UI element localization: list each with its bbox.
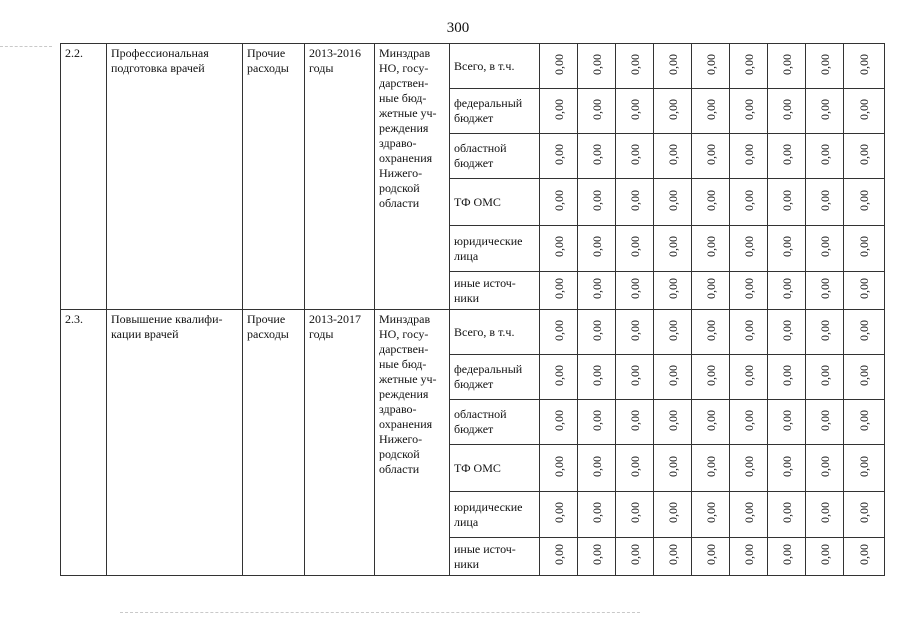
executor: Минздрав НО, госу- дарствен- ные бюд- жетные уч- реждения здраво- охранения Нижего- родской области <box>379 46 437 210</box>
amount-cell <box>844 492 885 538</box>
amount-cell <box>654 179 692 226</box>
funding-source-label: ТФ ОМС <box>454 194 501 209</box>
amount-cell <box>730 400 768 445</box>
amount-cell <box>692 44 730 89</box>
amount-value: 0,00 <box>703 319 718 341</box>
funding-table <box>60 43 885 576</box>
period: 2013-2016 годы <box>309 46 361 75</box>
amount-cell <box>730 538 768 576</box>
amount-cell <box>844 89 885 134</box>
amount-cell <box>730 492 768 538</box>
expense-type: Прочие расходы <box>247 312 289 341</box>
amount-cell <box>692 89 730 134</box>
amount-cell <box>730 179 768 226</box>
amount-value: 0,00 <box>703 455 718 477</box>
funding-source-cell <box>450 355 540 400</box>
amount-value: 0,00 <box>857 502 871 523</box>
amount-cell <box>806 492 844 538</box>
amount-cell <box>730 134 768 179</box>
table-row <box>61 310 885 355</box>
amount-cell <box>730 226 768 272</box>
amount-cell <box>540 310 578 355</box>
expense-type: Прочие расходы <box>247 46 289 75</box>
amount-value: 0,00 <box>627 143 642 165</box>
amount-value: 0,00 <box>779 236 794 257</box>
amount-cell <box>844 134 885 179</box>
amount-value: 0,00 <box>665 53 680 75</box>
amount-value: 0,00 <box>817 189 832 211</box>
executor-cell <box>375 310 450 576</box>
amount-value: 0,00 <box>779 544 794 565</box>
amount-cell <box>616 538 654 576</box>
executor-cell <box>375 44 450 310</box>
amount-cell <box>654 355 692 400</box>
amount-value: 0,00 <box>627 364 642 386</box>
executor: Минздрав НО, госу- дарствен- ные бюд- жетные уч- реждения здраво- охранения Нижего- родской области <box>379 312 437 476</box>
amount-cell <box>768 89 806 134</box>
amount-value: 0,00 <box>857 98 871 120</box>
amount-value: 0,00 <box>665 455 680 477</box>
amount-cell <box>616 310 654 355</box>
amount-cell <box>844 226 885 272</box>
amount-cell <box>616 272 654 310</box>
amount-value: 0,00 <box>665 143 680 165</box>
amount-value: 0,00 <box>703 278 718 299</box>
table-body <box>61 44 885 576</box>
amount-value: 0,00 <box>665 278 680 299</box>
amount-value: 0,00 <box>589 455 604 477</box>
amount-value: 0,00 <box>589 189 604 211</box>
table-row <box>61 44 885 89</box>
amount-value: 0,00 <box>551 544 566 565</box>
amount-value: 0,00 <box>551 409 566 431</box>
amount-cell <box>578 355 616 400</box>
funding-source-label: областной бюджет <box>454 141 507 170</box>
amount-value: 0,00 <box>589 98 604 120</box>
amount-cell <box>578 89 616 134</box>
amount-value: 0,00 <box>627 455 642 477</box>
amount-value: 0,00 <box>857 455 871 477</box>
amount-cell <box>768 492 806 538</box>
item-name: Повышение квалифи- кации врачей <box>111 312 223 341</box>
amount-cell <box>540 492 578 538</box>
amount-value: 0,00 <box>741 53 756 75</box>
amount-value: 0,00 <box>779 189 794 211</box>
amount-cell <box>692 226 730 272</box>
funding-source-label: Всего, в т.ч. <box>454 324 515 339</box>
amount-cell <box>806 44 844 89</box>
funding-source-cell <box>450 226 540 272</box>
amount-value: 0,00 <box>857 544 871 565</box>
amount-cell <box>692 179 730 226</box>
amount-cell <box>844 272 885 310</box>
period-cell <box>305 44 375 310</box>
amount-value: 0,00 <box>741 319 756 341</box>
scan-artifact <box>120 612 640 613</box>
amount-cell <box>844 445 885 492</box>
amount-value: 0,00 <box>817 364 832 386</box>
amount-value: 0,00 <box>703 143 718 165</box>
amount-cell <box>692 134 730 179</box>
amount-cell <box>768 226 806 272</box>
amount-cell <box>540 134 578 179</box>
amount-cell <box>844 310 885 355</box>
expense-type-cell <box>243 310 305 576</box>
amount-cell <box>844 400 885 445</box>
funding-source-cell <box>450 400 540 445</box>
amount-value: 0,00 <box>589 236 604 257</box>
amount-value: 0,00 <box>741 502 756 523</box>
amount-cell <box>768 538 806 576</box>
amount-cell <box>768 445 806 492</box>
amount-value: 0,00 <box>857 319 871 341</box>
amount-cell <box>578 310 616 355</box>
amount-value: 0,00 <box>779 455 794 477</box>
amount-value: 0,00 <box>817 236 832 257</box>
amount-cell <box>540 226 578 272</box>
funding-source-label: федеральный бюджет <box>454 96 523 125</box>
amount-cell <box>654 89 692 134</box>
amount-cell <box>806 226 844 272</box>
amount-value: 0,00 <box>817 143 832 165</box>
amount-cell <box>844 179 885 226</box>
amount-cell <box>692 400 730 445</box>
funding-source-cell <box>450 89 540 134</box>
amount-value: 0,00 <box>703 98 718 120</box>
funding-source-label: иные источ- ники <box>454 541 516 571</box>
amount-value: 0,00 <box>817 319 832 341</box>
amount-value: 0,00 <box>665 189 680 211</box>
funding-source-cell <box>450 272 540 310</box>
amount-cell <box>616 134 654 179</box>
amount-value: 0,00 <box>665 502 680 523</box>
amount-cell <box>578 134 616 179</box>
amount-value: 0,00 <box>627 502 642 523</box>
amount-cell <box>768 272 806 310</box>
amount-value: 0,00 <box>741 143 756 165</box>
amount-value: 0,00 <box>703 53 718 75</box>
funding-source-cell <box>450 538 540 576</box>
amount-value: 0,00 <box>703 189 718 211</box>
amount-value: 0,00 <box>551 455 566 477</box>
amount-value: 0,00 <box>779 278 794 299</box>
amount-value: 0,00 <box>551 364 566 386</box>
amount-value: 0,00 <box>551 98 566 120</box>
amount-value: 0,00 <box>627 98 642 120</box>
amount-cell <box>806 400 844 445</box>
amount-cell <box>692 538 730 576</box>
amount-value: 0,00 <box>817 502 832 523</box>
funding-source-cell <box>450 445 540 492</box>
amount-cell <box>654 492 692 538</box>
funding-source-cell <box>450 492 540 538</box>
amount-cell <box>616 400 654 445</box>
amount-value: 0,00 <box>589 502 604 523</box>
amount-cell <box>578 179 616 226</box>
amount-cell <box>844 355 885 400</box>
amount-cell <box>844 44 885 89</box>
scan-artifact <box>0 46 52 47</box>
amount-cell <box>730 89 768 134</box>
amount-value: 0,00 <box>551 189 566 211</box>
amount-value: 0,00 <box>665 364 680 386</box>
funding-source-label: иные источ- ники <box>454 275 516 305</box>
item-name-cell <box>107 44 243 310</box>
amount-value: 0,00 <box>665 319 680 341</box>
amount-cell <box>806 179 844 226</box>
amount-value: 0,00 <box>703 502 718 523</box>
amount-cell <box>540 400 578 445</box>
amount-cell <box>578 226 616 272</box>
amount-cell <box>806 134 844 179</box>
amount-cell <box>806 89 844 134</box>
amount-cell <box>654 400 692 445</box>
amount-cell <box>654 134 692 179</box>
amount-value: 0,00 <box>627 189 642 211</box>
amount-value: 0,00 <box>741 364 756 386</box>
amount-value: 0,00 <box>741 189 756 211</box>
amount-cell <box>730 445 768 492</box>
amount-value: 0,00 <box>817 53 832 75</box>
amount-value: 0,00 <box>779 409 794 431</box>
amount-cell <box>768 400 806 445</box>
amount-cell <box>806 445 844 492</box>
amount-cell <box>578 492 616 538</box>
amount-cell <box>540 44 578 89</box>
funding-source-cell <box>450 310 540 355</box>
amount-cell <box>692 272 730 310</box>
amount-value: 0,00 <box>551 236 566 257</box>
expense-type-cell <box>243 44 305 310</box>
amount-value: 0,00 <box>627 544 642 565</box>
page-number: 300 <box>446 20 470 36</box>
item-number: 2.3. <box>65 312 83 326</box>
amount-cell <box>692 310 730 355</box>
amount-cell <box>730 310 768 355</box>
amount-value: 0,00 <box>817 455 832 477</box>
amount-cell <box>768 310 806 355</box>
period: 2013-2017 годы <box>309 312 361 341</box>
amount-value: 0,00 <box>589 319 604 341</box>
amount-cell <box>806 538 844 576</box>
amount-cell <box>768 44 806 89</box>
amount-value: 0,00 <box>779 502 794 523</box>
funding-source-label: юридические лица <box>454 499 523 529</box>
amount-cell <box>540 355 578 400</box>
amount-value: 0,00 <box>779 143 794 165</box>
amount-cell <box>692 355 730 400</box>
amount-cell <box>540 272 578 310</box>
amount-value: 0,00 <box>703 409 718 431</box>
item-number-cell <box>61 44 107 310</box>
amount-value: 0,00 <box>741 98 756 120</box>
amount-value: 0,00 <box>741 455 756 477</box>
amount-value: 0,00 <box>857 409 871 431</box>
amount-cell <box>768 134 806 179</box>
amount-value: 0,00 <box>589 143 604 165</box>
amount-cell <box>578 538 616 576</box>
amount-cell <box>616 44 654 89</box>
funding-source-label: областной бюджет <box>454 407 507 436</box>
amount-cell <box>616 492 654 538</box>
amount-cell <box>806 272 844 310</box>
amount-cell <box>654 44 692 89</box>
amount-value: 0,00 <box>857 278 871 299</box>
amount-cell <box>768 355 806 400</box>
amount-value: 0,00 <box>857 189 871 211</box>
amount-cell <box>578 400 616 445</box>
amount-value: 0,00 <box>817 544 832 565</box>
amount-value: 0,00 <box>779 53 794 75</box>
amount-cell <box>616 355 654 400</box>
amount-cell <box>654 538 692 576</box>
amount-value: 0,00 <box>703 544 718 565</box>
amount-value: 0,00 <box>779 364 794 386</box>
funding-source-label: Всего, в т.ч. <box>454 58 515 73</box>
amount-cell <box>616 179 654 226</box>
amount-value: 0,00 <box>665 409 680 431</box>
amount-value: 0,00 <box>857 143 871 165</box>
amount-cell <box>692 492 730 538</box>
amount-value: 0,00 <box>857 236 871 257</box>
amount-value: 0,00 <box>817 409 832 431</box>
amount-value: 0,00 <box>589 278 604 299</box>
amount-value: 0,00 <box>779 319 794 341</box>
amount-cell <box>730 355 768 400</box>
amount-cell <box>578 272 616 310</box>
funding-source-cell <box>450 134 540 179</box>
amount-value: 0,00 <box>551 143 566 165</box>
amount-value: 0,00 <box>741 278 756 299</box>
amount-value: 0,00 <box>589 364 604 386</box>
amount-cell <box>806 310 844 355</box>
amount-value: 0,00 <box>551 502 566 523</box>
item-name: Профессиональная подготовка врачей <box>111 46 209 75</box>
amount-value: 0,00 <box>741 544 756 565</box>
funding-source-label: юридические лица <box>454 233 523 263</box>
amount-cell <box>616 226 654 272</box>
amount-value: 0,00 <box>665 98 680 120</box>
funding-source-label: федеральный бюджет <box>454 362 523 391</box>
amount-value: 0,00 <box>551 278 566 299</box>
amount-cell <box>616 445 654 492</box>
amount-cell <box>540 89 578 134</box>
amount-cell <box>654 445 692 492</box>
amount-value: 0,00 <box>627 53 642 75</box>
amount-value: 0,00 <box>627 409 642 431</box>
amount-cell <box>540 179 578 226</box>
period-cell <box>305 310 375 576</box>
amount-cell <box>578 445 616 492</box>
amount-cell <box>806 355 844 400</box>
amount-cell <box>768 179 806 226</box>
funding-source-cell <box>450 179 540 226</box>
item-number: 2.2. <box>65 46 83 60</box>
amount-cell <box>654 272 692 310</box>
amount-cell <box>578 44 616 89</box>
item-number-cell <box>61 310 107 576</box>
item-name-cell <box>107 310 243 576</box>
amount-cell <box>540 538 578 576</box>
amount-cell <box>730 272 768 310</box>
funding-source-cell <box>450 44 540 89</box>
amount-value: 0,00 <box>627 236 642 257</box>
amount-cell <box>654 310 692 355</box>
amount-value: 0,00 <box>589 544 604 565</box>
amount-value: 0,00 <box>703 364 718 386</box>
amount-value: 0,00 <box>741 409 756 431</box>
amount-value: 0,00 <box>703 236 718 257</box>
amount-cell <box>730 44 768 89</box>
amount-value: 0,00 <box>589 409 604 431</box>
amount-value: 0,00 <box>817 278 832 299</box>
amount-value: 0,00 <box>551 53 566 75</box>
amount-value: 0,00 <box>627 278 642 299</box>
amount-value: 0,00 <box>857 364 871 386</box>
amount-cell <box>844 538 885 576</box>
amount-value: 0,00 <box>665 544 680 565</box>
amount-value: 0,00 <box>857 53 871 75</box>
amount-cell <box>692 445 730 492</box>
amount-value: 0,00 <box>665 236 680 257</box>
amount-value: 0,00 <box>551 319 566 341</box>
amount-value: 0,00 <box>741 236 756 257</box>
funding-source-label: ТФ ОМС <box>454 460 501 475</box>
amount-cell <box>616 89 654 134</box>
amount-value: 0,00 <box>627 319 642 341</box>
amount-cell <box>654 226 692 272</box>
amount-cell <box>540 445 578 492</box>
amount-value: 0,00 <box>817 98 832 120</box>
amount-value: 0,00 <box>779 98 794 120</box>
amount-value: 0,00 <box>589 53 604 75</box>
